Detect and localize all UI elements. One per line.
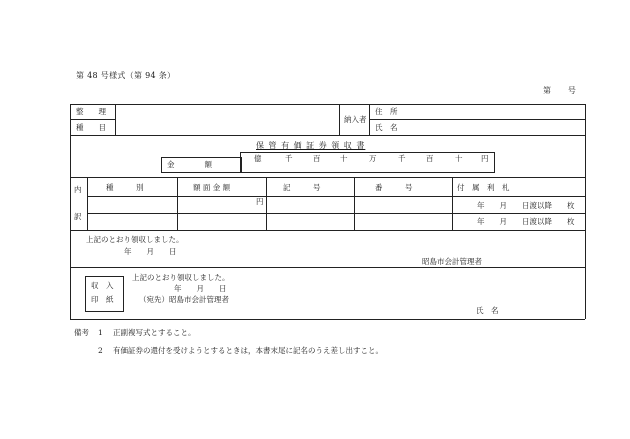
header-type: 種 別 <box>106 183 144 192</box>
confirm-section-bottom <box>70 267 585 268</box>
note-1-text: 正副複写式とすること。 <box>113 328 196 337</box>
unit-hyaku-2: 百 <box>426 154 434 163</box>
yen-mark: 円 <box>256 197 264 206</box>
seiri-column-line <box>115 104 116 135</box>
form-number: 第 48 号様式（第 94 条） <box>76 71 176 80</box>
unit-man: 万 <box>369 154 377 163</box>
unit-juu-2: 十 <box>455 154 463 163</box>
stamp-section-text: 上記のとおり領収しました。 <box>132 273 230 282</box>
receipt-title: 保 管 有 価 証 券 領 収 書 <box>256 141 366 150</box>
confirm-issuer: 昭島市会計管理者 <box>422 257 482 266</box>
shumoku-label: 種 目 <box>76 123 106 132</box>
details-side-label-bottom: 訳 <box>74 212 82 221</box>
stamp-section-addressee: （宛先）昭島市会計管理者 <box>139 295 229 304</box>
stamp-label-top: 収 入 <box>91 281 114 290</box>
seiri-label: 整 理 <box>76 107 106 116</box>
stamp-section-name-label: 氏 名 <box>476 306 499 315</box>
note-1-number: 1 <box>98 328 103 337</box>
seiri-divider <box>70 119 115 120</box>
title-section-bottom <box>70 177 585 178</box>
unit-oku: 億 <box>254 154 262 163</box>
note-2-text: 有価証券の還付を受けようとするときは，本書末尾に記名のうえ差し出すこと。 <box>113 346 383 355</box>
note-2-number: 2 <box>98 346 103 355</box>
header-coupons: 付 属 利 札 <box>457 183 510 192</box>
stamp-label-bottom: 印 紙 <box>91 295 114 304</box>
table-right-border <box>585 104 586 319</box>
confirm-text: 上記のとおり領収しました。 <box>86 235 184 244</box>
top-section-bottom <box>70 135 585 136</box>
details-header-line <box>87 196 585 197</box>
unit-juu: 十 <box>340 154 348 163</box>
confirm-date: 年 月 日 <box>124 247 177 256</box>
coupon-row-2: 年 月 日渡以降 枚 <box>477 217 575 226</box>
payer-label: 納入者 <box>344 115 367 124</box>
details-col-1 <box>177 177 178 230</box>
document-number: 第 号 <box>543 86 577 95</box>
notes-label: 備考 <box>74 328 89 337</box>
stamp-section-date: 年 月 日 <box>174 284 227 293</box>
unit-sen-2: 千 <box>398 154 406 163</box>
header-number: 番 号 <box>375 183 413 192</box>
header-face-value: 額 面 金 額 <box>193 183 231 192</box>
amount-label: 金 額 <box>167 160 212 169</box>
table-top-border <box>70 104 585 105</box>
payer-right-line <box>369 104 370 135</box>
address-divider <box>369 119 585 120</box>
name-label: 氏 名 <box>375 123 398 132</box>
details-side-line <box>87 177 88 230</box>
details-col-3 <box>354 177 355 230</box>
details-side-label-top: 内 <box>74 185 82 194</box>
table-left-border <box>70 104 71 319</box>
table-bottom-border <box>70 319 585 320</box>
payer-left-line <box>339 104 340 135</box>
details-col-2 <box>266 177 267 230</box>
unit-yen: 円 <box>481 154 489 163</box>
details-row-line <box>87 213 585 214</box>
unit-sen: 千 <box>285 154 293 163</box>
address-label: 住 所 <box>375 107 398 116</box>
header-symbol: 記 号 <box>283 183 321 192</box>
coupon-row-1: 年 月 日渡以降 枚 <box>477 201 575 210</box>
details-col-4 <box>452 177 453 230</box>
unit-hyaku: 百 <box>313 154 321 163</box>
details-bottom <box>70 230 585 231</box>
